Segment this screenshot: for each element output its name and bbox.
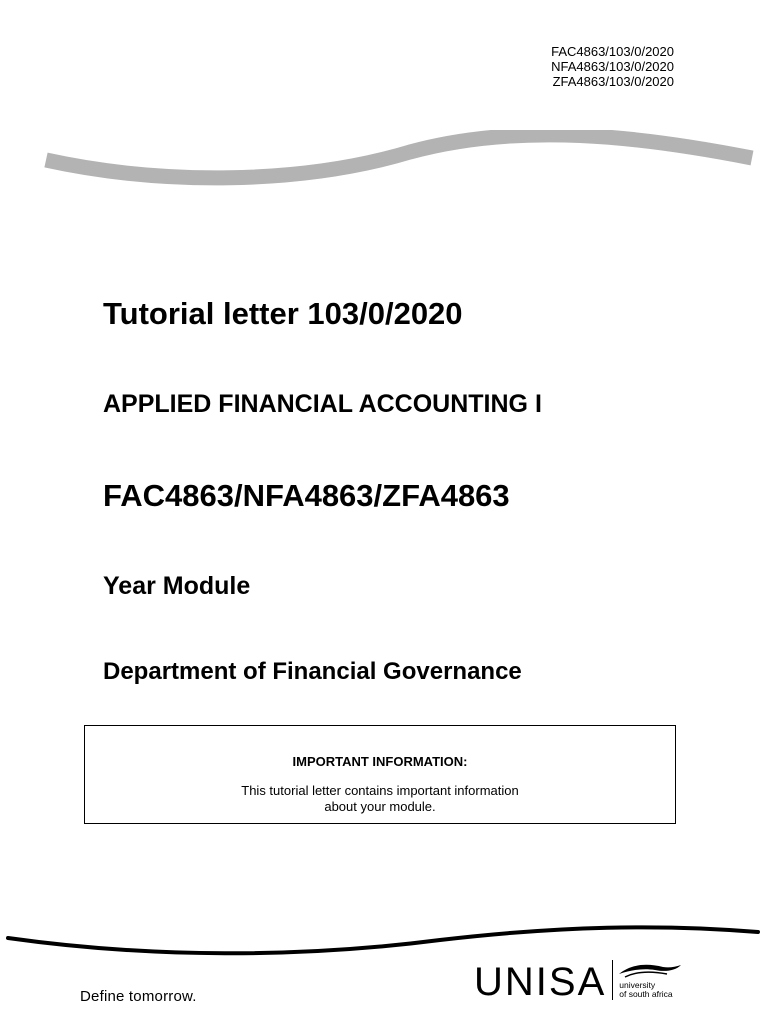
info-heading: IMPORTANT INFORMATION: [292,754,468,769]
logo-subtitle-line: of south africa [619,989,673,999]
info-text [85,783,675,815]
reference-code: FAC4863/103/0/2020 [551,44,674,59]
document-reference-codes [551,44,674,89]
tagline: Define tomorrow. [80,988,197,1005]
reference-code: ZFA4863/103/0/2020 [552,74,674,89]
logo-divider [612,960,613,1000]
info-text-line: about your module. [324,799,436,814]
logo-emblem [617,960,687,1002]
letter-title: Tutorial letter 103/0/2020 [103,296,463,331]
info-text-line: This tutorial letter contains important information [241,783,519,798]
decorative-wave-top [0,130,768,210]
module-name: APPLIED FINANCIAL ACCOUNTING I [103,390,542,418]
important-info-box [84,725,676,824]
logo-wordmark: UNISA [474,960,607,1004]
logo-bird-icon [617,962,683,980]
module-codes: FAC4863/NFA4863/ZFA4863 [103,478,510,513]
department-name: Department of Financial Governance [103,658,522,685]
module-type: Year Module [103,572,251,600]
logo-subtitle [619,981,672,999]
reference-code: NFA4863/103/0/2020 [551,59,674,74]
logo-subtitle-line: university [619,980,656,990]
unisa-logo [474,960,687,1002]
